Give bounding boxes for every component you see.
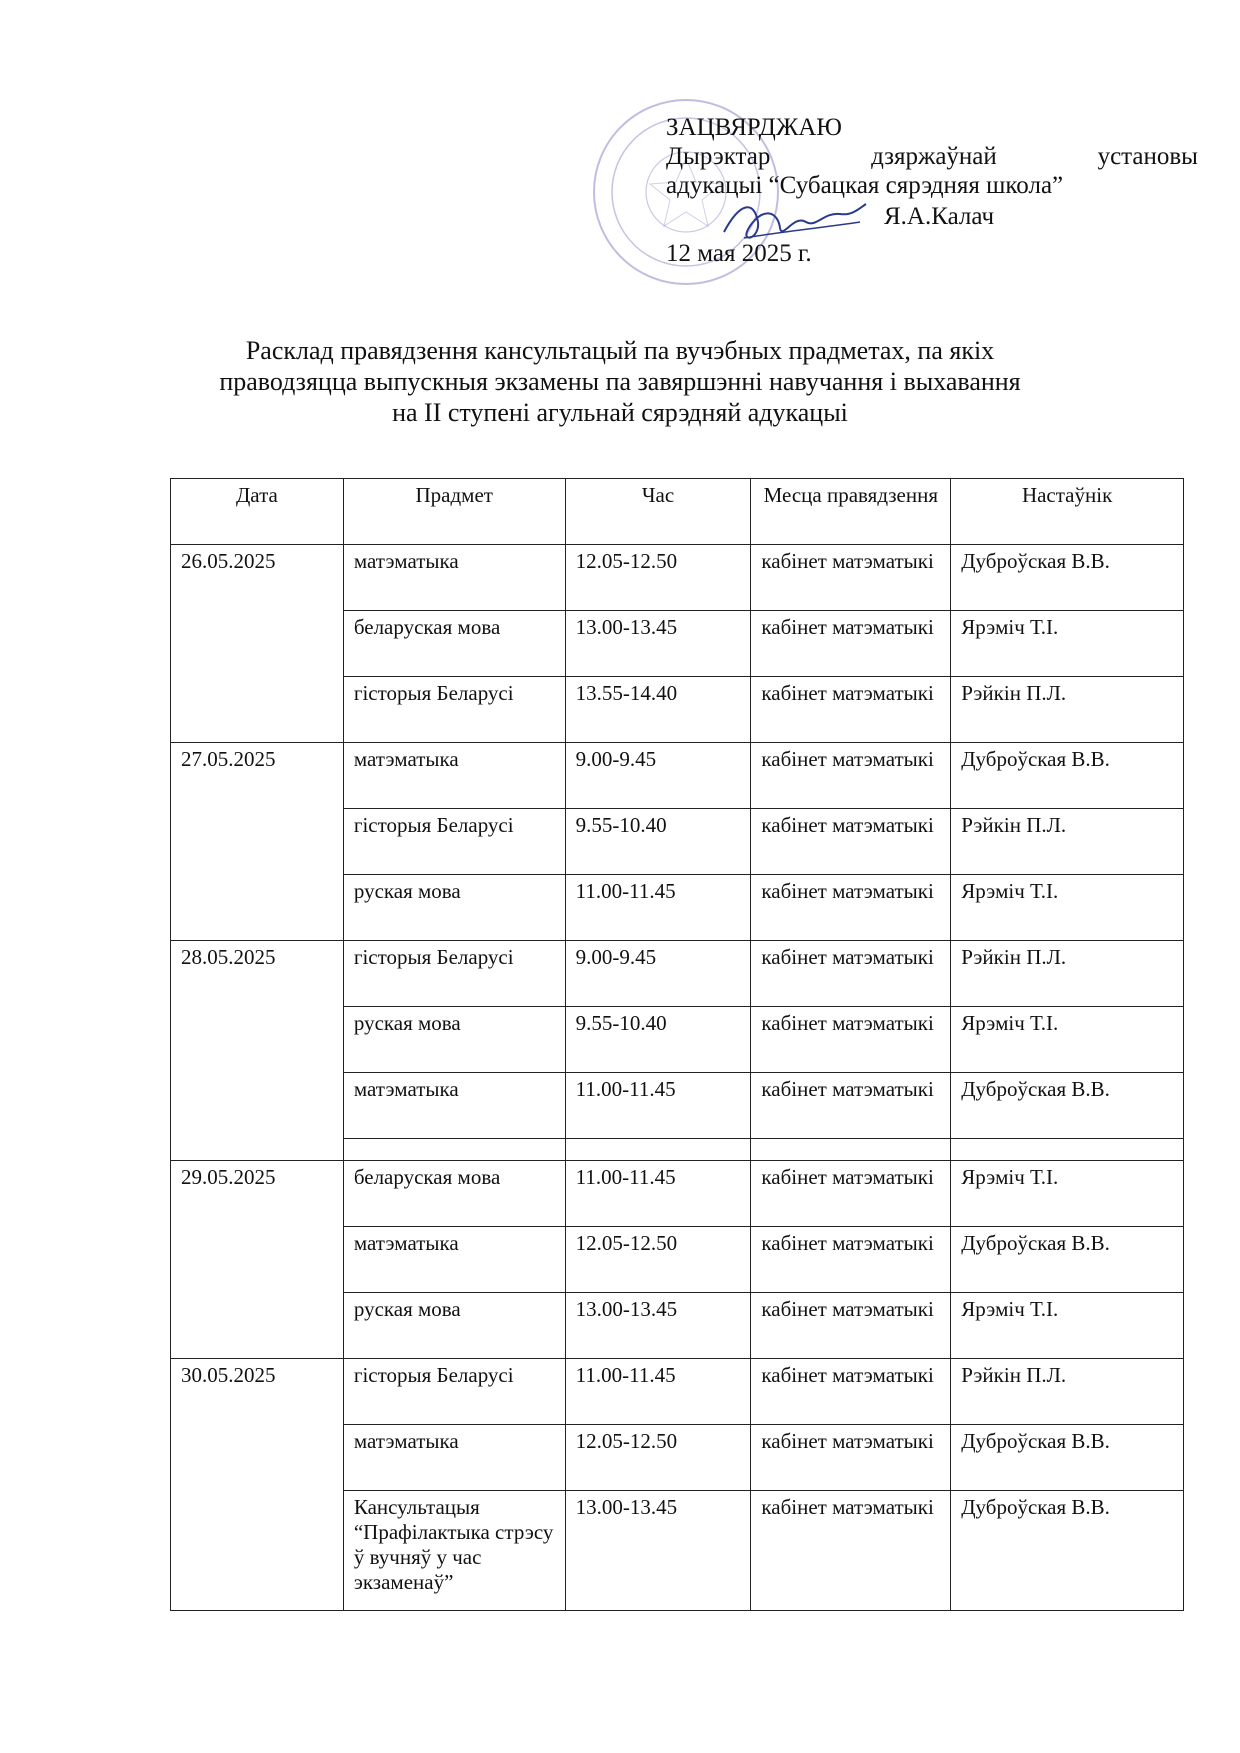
cell-date: 27.05.2025 [171, 743, 344, 941]
header-teacher: Настаўнік [951, 479, 1184, 545]
table-row [171, 1161, 1184, 1227]
cell-time: 13.55-14.40 [565, 677, 751, 743]
cell-place: кабінет матэматыкі [751, 1491, 951, 1611]
cell-time: 9.55-10.40 [565, 809, 751, 875]
position-word: дзяржаўнай [871, 143, 997, 170]
cell-subject: руская мова [343, 875, 565, 941]
cell-teacher: Ярэміч Т.І. [951, 611, 1184, 677]
cell-teacher: Рэйкін П.Л. [951, 809, 1184, 875]
cell-teacher: Дуброўская В.В. [951, 1425, 1184, 1491]
cell-teacher: Рэйкін П.Л. [951, 941, 1184, 1007]
cell-subject: беларуская мова [343, 611, 565, 677]
cell-place: кабінет матэматыкі [751, 1161, 951, 1227]
cell-place: кабінет матэматыкі [751, 1425, 951, 1491]
cell-date: 29.05.2025 [171, 1161, 344, 1359]
consultation-schedule-table [170, 478, 1184, 1611]
cell-place: кабінет матэматыкі [751, 941, 951, 1007]
cell-teacher [951, 1139, 1184, 1161]
cell-time [565, 1139, 751, 1161]
cell-place: кабінет матэматыкі [751, 1359, 951, 1425]
cell-date: 28.05.2025 [171, 941, 344, 1161]
cell-subject: гісторыя Беларусі [343, 941, 565, 1007]
table-row [171, 941, 1184, 1007]
document-title [150, 335, 1090, 428]
cell-place: кабінет матэматыкі [751, 809, 951, 875]
cell-time: 9.55-10.40 [565, 1007, 751, 1073]
title-line: Расклад правядзення кансультацый па вучэбных прадметах, па якіх [245, 336, 995, 365]
cell-place: кабінет матэматыкі [751, 611, 951, 677]
cell-teacher: Рэйкін П.Л. [951, 677, 1184, 743]
approval-heading: ЗАЦВЯРДЖАЮ [666, 114, 842, 141]
cell-teacher: Дуброўская В.В. [951, 545, 1184, 611]
cell-teacher: Рэйкін П.Л. [951, 1359, 1184, 1425]
cell-subject: матэматыка [343, 545, 565, 611]
cell-subject: Кансультацыя “Прафілактыка стрэсу ў вучняў у час экзаменаў” [343, 1491, 565, 1611]
cell-subject: матэматыка [343, 1073, 565, 1139]
approval-date: 12 мая 2025 г. [666, 240, 812, 267]
cell-date: 26.05.2025 [171, 545, 344, 743]
cell-subject: матэматыка [343, 1425, 565, 1491]
cell-time: 9.00-9.45 [565, 941, 751, 1007]
cell-date: 30.05.2025 [171, 1359, 344, 1611]
header-subject: Прадмет [343, 479, 565, 545]
cell-time: 13.00-13.45 [565, 1293, 751, 1359]
position-word: Дырэктар [666, 143, 771, 170]
cell-subject: руская мова [343, 1293, 565, 1359]
table-row [171, 743, 1184, 809]
cell-time: 13.00-13.45 [565, 611, 751, 677]
cell-place: кабінет матэматыкі [751, 1007, 951, 1073]
cell-time: 11.00-11.45 [565, 1073, 751, 1139]
cell-teacher: Дуброўская В.В. [951, 743, 1184, 809]
position-word: установы [1097, 143, 1198, 170]
approval-institution: адукацыі “Субацкая сярэдняя школа” [666, 172, 1064, 199]
cell-subject: руская мова [343, 1007, 565, 1073]
table-row [171, 545, 1184, 611]
cell-teacher: Ярэміч Т.І. [951, 1161, 1184, 1227]
cell-time: 12.05-12.50 [565, 1227, 751, 1293]
cell-place [751, 1139, 951, 1161]
cell-time: 11.00-11.45 [565, 1161, 751, 1227]
cell-time: 11.00-11.45 [565, 875, 751, 941]
cell-time: 12.05-12.50 [565, 545, 751, 611]
header-date: Дата [171, 479, 344, 545]
cell-subject [343, 1139, 565, 1161]
table-body [171, 545, 1184, 1611]
cell-place: кабінет матэматыкі [751, 1293, 951, 1359]
cell-place: кабінет матэматыкі [751, 743, 951, 809]
title-line: на II ступені агульнай сярэдняй адукацыі [392, 398, 848, 427]
cell-teacher: Ярэміч Т.І. [951, 1293, 1184, 1359]
cell-subject: гісторыя Беларусі [343, 1359, 565, 1425]
cell-place: кабінет матэматыкі [751, 677, 951, 743]
cell-time: 13.00-13.45 [565, 1491, 751, 1611]
header-place: Месца правядзення [751, 479, 951, 545]
cell-time: 11.00-11.45 [565, 1359, 751, 1425]
approval-position-line [666, 142, 1198, 171]
cell-subject: гісторыя Беларусі [343, 809, 565, 875]
cell-place: кабінет матэматыкі [751, 875, 951, 941]
cell-place: кабінет матэматыкі [751, 545, 951, 611]
header-time: Час [565, 479, 751, 545]
approval-signatory: Я.А.Калач [884, 203, 995, 230]
cell-place: кабінет матэматыкі [751, 1073, 951, 1139]
cell-subject: матэматыка [343, 1227, 565, 1293]
title-line: праводзяцца выпускныя экзамены па завяршэнні навучання і выхавання [219, 367, 1021, 396]
cell-time: 9.00-9.45 [565, 743, 751, 809]
cell-teacher: Дуброўская В.В. [951, 1491, 1184, 1611]
cell-subject: беларуская мова [343, 1161, 565, 1227]
cell-time: 12.05-12.50 [565, 1425, 751, 1491]
table-header-row [171, 479, 1184, 545]
table-row [171, 1359, 1184, 1425]
cell-subject: гісторыя Беларусі [343, 677, 565, 743]
cell-teacher: Ярэміч Т.І. [951, 1007, 1184, 1073]
cell-place: кабінет матэматыкі [751, 1227, 951, 1293]
cell-teacher: Ярэміч Т.І. [951, 875, 1184, 941]
approval-block [666, 113, 1198, 268]
cell-teacher: Дуброўская В.В. [951, 1227, 1184, 1293]
cell-teacher: Дуброўская В.В. [951, 1073, 1184, 1139]
cell-subject: матэматыка [343, 743, 565, 809]
